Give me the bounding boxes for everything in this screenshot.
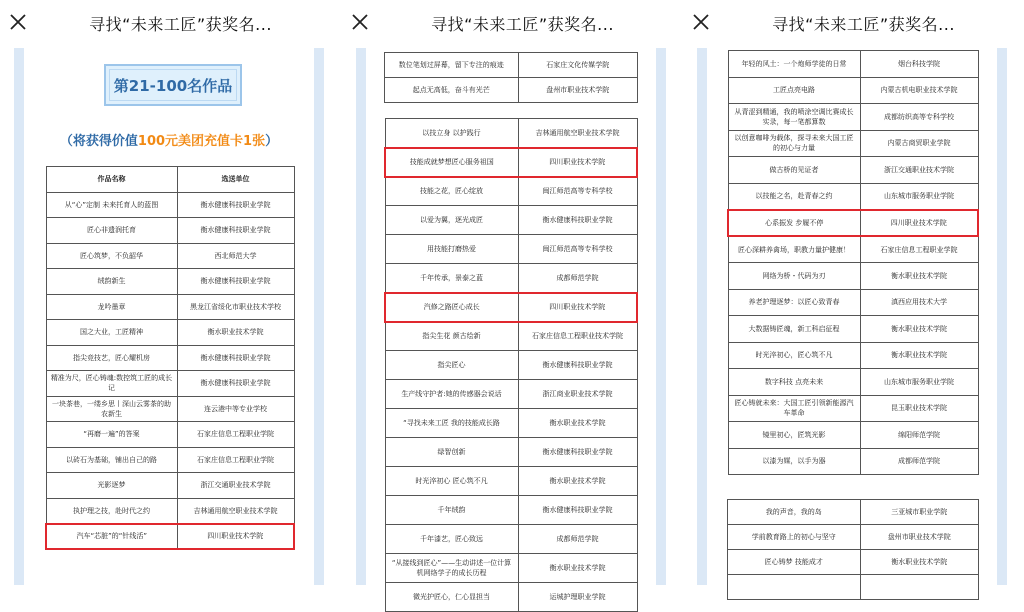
table-row bbox=[728, 51, 978, 78]
side-margin-right bbox=[997, 48, 1007, 585]
institution-cell: 衡水健康科技职业学院 bbox=[518, 496, 637, 525]
institution-cell: 衡水健康科技职业学院 bbox=[518, 438, 637, 467]
table-row bbox=[728, 500, 979, 525]
institution-cell: 衡水职业技术学院 bbox=[860, 263, 978, 290]
work-title-cell: “从接线到匠心”——生动讲述一位计算机网络学子的成长历程 bbox=[385, 554, 518, 583]
work-title-cell: 光影逐梦 bbox=[46, 473, 177, 499]
table-row bbox=[385, 554, 637, 583]
screen-panel-2 bbox=[342, 0, 683, 601]
close-icon[interactable] bbox=[689, 10, 713, 34]
column-header: 作品名称 bbox=[46, 167, 177, 193]
winners-table-bottom bbox=[727, 499, 979, 600]
table-row bbox=[385, 293, 637, 322]
work-title-cell: 一块茶巷，一缕乡思丨深山云雾茶的助农新生 bbox=[46, 396, 177, 422]
table-row bbox=[728, 575, 979, 600]
institution-cell: 山东城市服务职业学院 bbox=[860, 183, 978, 210]
side-margin-left bbox=[356, 48, 366, 585]
work-title-cell: 时光淬初心 匠心筑不凡 bbox=[385, 467, 518, 496]
institution-cell: 衡水职业技术学院 bbox=[860, 316, 978, 343]
nav-header bbox=[0, 0, 341, 48]
section-banner: 第21-100名作品 bbox=[104, 64, 242, 106]
table-row bbox=[728, 183, 978, 210]
work-title-cell: 起点无高低，奋斗有光芒 bbox=[385, 78, 519, 103]
institution-cell: 盘州市职业技术学院 bbox=[860, 525, 979, 550]
close-icon[interactable] bbox=[348, 10, 372, 34]
work-title-cell: 指尖生花 颜古绘新 bbox=[385, 322, 518, 351]
institution-cell: 闽江师范高等专科学校 bbox=[518, 177, 637, 206]
table-row bbox=[46, 320, 294, 346]
work-title-cell: 数字科技 点亮未来 bbox=[728, 369, 860, 396]
institution-cell: 西北师范大学 bbox=[177, 243, 294, 269]
table-row bbox=[46, 473, 294, 499]
work-title-cell bbox=[728, 575, 861, 600]
work-title-cell: 镜里初心，匠筑光影 bbox=[728, 422, 860, 449]
table-row bbox=[385, 525, 637, 554]
institution-cell: 山东城市服务职业学院 bbox=[860, 369, 978, 396]
table-row bbox=[728, 369, 978, 396]
work-title-cell: 指尖竞技艺，匠心耀机房 bbox=[46, 345, 177, 371]
institution-cell: 连云港中等专业学校 bbox=[177, 396, 294, 422]
work-title-cell: 做古桥的见证者 bbox=[728, 157, 860, 184]
institution-cell: 成都纺织高等专科学校 bbox=[860, 104, 978, 131]
work-title-cell: 时光淬初心，匠心筑不凡 bbox=[728, 342, 860, 369]
table-row bbox=[385, 148, 637, 177]
institution-cell: 四川职业技术学院 bbox=[518, 148, 637, 177]
work-title-cell: 国之大业，工匠精神 bbox=[46, 320, 177, 346]
page-title: 寻找“未来工匠”获奖名... bbox=[431, 15, 614, 34]
institution-cell: 滇西应用技术大学 bbox=[860, 289, 978, 316]
institution-cell: 烟台科技学院 bbox=[860, 51, 978, 78]
winners-table-top bbox=[384, 52, 638, 103]
table-row bbox=[728, 104, 978, 131]
work-title-cell: 网络为桥・代码为刃 bbox=[728, 263, 860, 290]
table-row bbox=[46, 524, 294, 550]
work-title-cell: 千年传承，景泰之蓝 bbox=[385, 264, 518, 293]
institution-cell: 吉林通用航空职业技术学院 bbox=[518, 119, 637, 148]
institution-cell: 盘州市职业技术学院 bbox=[518, 78, 638, 103]
table-row bbox=[728, 525, 979, 550]
work-title-cell: 以技立身 以护践行 bbox=[385, 119, 518, 148]
work-title-cell: 用技能打磨热爱 bbox=[385, 235, 518, 264]
table-row bbox=[46, 269, 294, 295]
table-row bbox=[728, 422, 978, 449]
institution-cell: 绵阳师范学院 bbox=[860, 422, 978, 449]
institution-cell: 石家庄信息工程职业学院 bbox=[177, 447, 294, 473]
nav-header bbox=[683, 0, 1024, 48]
table-row bbox=[385, 78, 638, 103]
work-title-cell: 千年漆艺，匠心致远 bbox=[385, 525, 518, 554]
table-row bbox=[385, 351, 637, 380]
institution-cell: 黑龙江省绥化市职业技术学校 bbox=[177, 294, 294, 320]
institution-cell: 衡水健康科技职业学院 bbox=[177, 345, 294, 371]
table-row bbox=[728, 157, 978, 184]
work-title-cell: 以创意咖啡为载体，探寻未来大国工匠的初心与力量 bbox=[728, 130, 860, 157]
side-margin-left bbox=[697, 48, 707, 585]
table-row bbox=[728, 210, 978, 237]
work-title-cell: 匠心深耕养禽场，职教力量护健康！ bbox=[728, 236, 860, 263]
table-row bbox=[385, 496, 637, 525]
side-margin-right bbox=[656, 48, 666, 585]
table-row bbox=[728, 130, 978, 157]
work-title-cell: 龙吟墨章 bbox=[46, 294, 177, 320]
work-title-cell: 生产线守护者:她的传感器会说话 bbox=[385, 380, 518, 409]
institution-cell: 四川职业技术学院 bbox=[177, 524, 294, 550]
institution-cell: 吉林通用航空职业技术学院 bbox=[177, 498, 294, 524]
institution-cell: 浙江交通职业技术学院 bbox=[860, 157, 978, 184]
table-row bbox=[728, 448, 978, 475]
institution-cell: 衡水职业技术学院 bbox=[177, 320, 294, 346]
table-row bbox=[385, 583, 637, 612]
table-row bbox=[728, 289, 978, 316]
institution-cell: 闽江师范高等专科学校 bbox=[518, 235, 637, 264]
institution-cell: 浙江交通职业技术学院 bbox=[177, 473, 294, 499]
table-row bbox=[46, 218, 294, 244]
institution-cell: 内蒙古商贸职业学院 bbox=[860, 130, 978, 157]
work-title-cell: 千年绒韵 bbox=[385, 496, 518, 525]
winners-table bbox=[384, 118, 638, 612]
institution-cell: 成都师范学院 bbox=[518, 264, 637, 293]
screen-panel-3 bbox=[683, 0, 1024, 585]
work-title-cell: 精准为尺，匠心铸魂:数控筑工匠的成长记 bbox=[46, 371, 177, 397]
institution-cell: 衡水健康科技职业学院 bbox=[518, 351, 637, 380]
table-row bbox=[46, 294, 294, 320]
table-row bbox=[46, 396, 294, 422]
work-title-cell: 微光护匠心，仁心显担当 bbox=[385, 583, 518, 612]
work-title-cell: 我的声音，我的岛 bbox=[728, 500, 861, 525]
winners-table bbox=[727, 50, 979, 475]
document-content[interactable] bbox=[366, 48, 656, 601]
institution-cell: 石家庄信息工程职业学院 bbox=[177, 422, 294, 448]
column-header: 选送单位 bbox=[177, 167, 294, 193]
table-row bbox=[728, 236, 978, 263]
work-title-cell: 匠心铸梦 技能成才 bbox=[728, 550, 861, 575]
institution-cell bbox=[860, 575, 979, 600]
table-row bbox=[385, 380, 637, 409]
work-title-cell: 匠心筑梦，不负韶华 bbox=[46, 243, 177, 269]
work-title-cell: 汽车“芯脏”的“针线活” bbox=[46, 524, 177, 550]
table-row bbox=[728, 395, 978, 422]
institution-cell: 衡水健康科技职业学院 bbox=[177, 192, 294, 218]
work-title-cell: 以砖石为基础，铺出自己的路 bbox=[46, 447, 177, 473]
work-title-cell: 以爱为翼，逐光成匠 bbox=[385, 206, 518, 235]
document-content[interactable] bbox=[707, 48, 997, 585]
work-title-cell: 绒韵新生 bbox=[46, 269, 177, 295]
institution-cell: 衡水健康科技职业学院 bbox=[177, 218, 294, 244]
institution-cell: 衡水健康科技职业学院 bbox=[177, 269, 294, 295]
work-title-cell: “寻找未来工匠 我的技能成长路 bbox=[385, 409, 518, 438]
table-row bbox=[385, 177, 637, 206]
institution-cell: 四川职业技术学院 bbox=[860, 210, 978, 237]
table-row bbox=[385, 467, 637, 496]
institution-cell: 浙江商业职业技术学院 bbox=[518, 380, 637, 409]
work-title-cell: 从“心”定制 未来托育人的蓝图 bbox=[46, 192, 177, 218]
institution-cell: 成都师范学院 bbox=[860, 448, 978, 475]
table-row bbox=[46, 371, 294, 397]
work-title-cell: 从青涩到精通，我的喷涂空调比赛成长实录，每一笔都算数 bbox=[728, 104, 860, 131]
screen-panel-1 bbox=[0, 0, 341, 585]
table-row bbox=[46, 192, 294, 218]
work-title-cell: 数位笔划过屏幕，留下专注的痕迹 bbox=[385, 53, 519, 78]
work-title-cell: 指尖匠心 bbox=[385, 351, 518, 380]
institution-cell: 衡水职业技术学院 bbox=[518, 554, 637, 583]
table-row bbox=[728, 77, 978, 104]
table-row bbox=[728, 263, 978, 290]
winners-table bbox=[45, 166, 295, 550]
table-row bbox=[385, 235, 637, 264]
table-row bbox=[385, 119, 637, 148]
institution-cell: 衡水职业技术学院 bbox=[860, 550, 979, 575]
work-title-cell: 技能之花，匠心绽放 bbox=[385, 177, 518, 206]
table-row bbox=[385, 438, 637, 467]
work-title-cell: 大数据铸匠魂，新工科启征程 bbox=[728, 316, 860, 343]
table-row bbox=[46, 498, 294, 524]
work-title-cell: 以漆为媒，以手为器 bbox=[728, 448, 860, 475]
table-row bbox=[46, 447, 294, 473]
institution-cell: 运城护理职业学院 bbox=[518, 583, 637, 612]
institution-cell: 三亚城市职业学院 bbox=[860, 500, 979, 525]
institution-cell: 石家庄信息工程职业学院 bbox=[860, 236, 978, 263]
table-row bbox=[385, 322, 637, 351]
table-row bbox=[728, 550, 979, 575]
table-row bbox=[46, 243, 294, 269]
table-header-row bbox=[46, 167, 294, 193]
institution-cell: 衡水健康科技职业学院 bbox=[518, 206, 637, 235]
work-title-cell: 绿智创新 bbox=[385, 438, 518, 467]
table-row bbox=[46, 345, 294, 371]
work-title-cell: 学前教育路上的初心与坚守 bbox=[728, 525, 861, 550]
institution-cell: 石家庄信息工程职业技术学院 bbox=[518, 322, 637, 351]
work-title-cell: 养老护理逐梦：以匠心致青春 bbox=[728, 289, 860, 316]
table-row bbox=[728, 316, 978, 343]
page-title: 寻找“未来工匠”获奖名... bbox=[89, 15, 272, 34]
table bbox=[384, 118, 638, 612]
institution-cell: 成都师范学院 bbox=[518, 525, 637, 554]
table bbox=[45, 166, 295, 550]
work-title-cell: 汽修之路匠心成长 bbox=[385, 293, 518, 322]
work-title-cell: “再磨一遍”的答案 bbox=[46, 422, 177, 448]
table bbox=[727, 50, 979, 475]
institution-cell: 内蒙古机电职业技术学院 bbox=[860, 77, 978, 104]
table-row bbox=[728, 342, 978, 369]
work-title-cell: 执护理之技，赴时代之约 bbox=[46, 498, 177, 524]
institution-cell: 石家庄文化传媒学院 bbox=[518, 53, 638, 78]
work-title-cell: 心系振发 步履不停 bbox=[728, 210, 860, 237]
prize-note: （将获得价值100元美团充值卡1张） bbox=[59, 134, 279, 149]
page-title: 寻找“未来工匠”获奖名... bbox=[772, 15, 955, 34]
side-margin-left bbox=[14, 48, 24, 585]
work-title-cell: 匠心铸就未来：大国工匠引领新能源汽车革命 bbox=[728, 395, 860, 422]
institution-cell: 四川职业技术学院 bbox=[518, 293, 637, 322]
work-title-cell: 以技能之名，赴青春之约 bbox=[728, 183, 860, 210]
work-title-cell: 工匠点亮电路 bbox=[728, 77, 860, 104]
nav-header bbox=[342, 0, 683, 48]
table-row bbox=[385, 409, 637, 438]
table bbox=[384, 52, 638, 103]
institution-cell: 衡水职业技术学院 bbox=[518, 409, 637, 438]
work-title-cell: 年轻的风土：一个炮师学徒的日常 bbox=[728, 51, 860, 78]
table-row bbox=[385, 206, 637, 235]
table-row bbox=[46, 422, 294, 448]
institution-cell: 衡水健康科技职业学院 bbox=[177, 371, 294, 397]
document-content[interactable] bbox=[24, 48, 314, 585]
institution-cell: 衡水职业技术学院 bbox=[860, 342, 978, 369]
table bbox=[727, 499, 979, 600]
close-icon[interactable] bbox=[6, 10, 30, 34]
table-row bbox=[385, 264, 637, 293]
table-row bbox=[385, 53, 638, 78]
work-title-cell: 匠心非遗润托育 bbox=[46, 218, 177, 244]
institution-cell: 昆玉职业技术学院 bbox=[860, 395, 978, 422]
institution-cell: 衡水职业技术学院 bbox=[518, 467, 637, 496]
side-margin-right bbox=[314, 48, 324, 585]
work-title-cell: 技能成就梦想匠心服务祖国 bbox=[385, 148, 518, 177]
